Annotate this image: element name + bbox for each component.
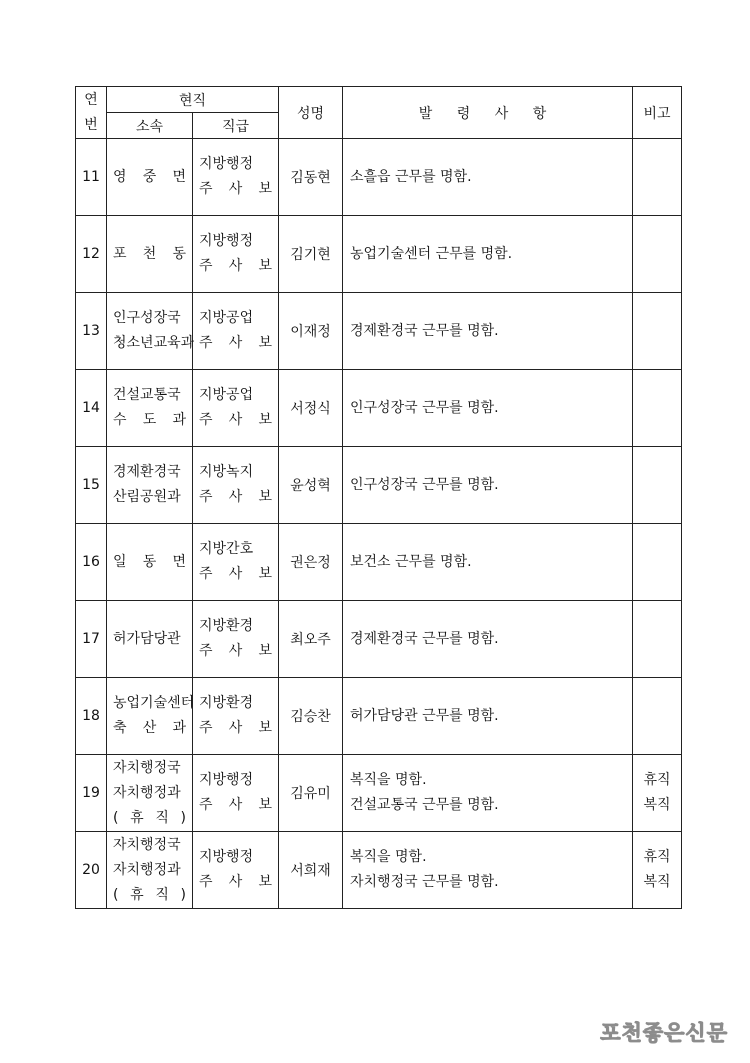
dept-line: 자치행정국 bbox=[113, 836, 181, 853]
dept-line: 수 도 과 bbox=[113, 412, 186, 428]
employee-name: 서희재 bbox=[279, 832, 343, 909]
dept-cell bbox=[107, 370, 193, 447]
col-header-current: 현직 bbox=[107, 87, 279, 113]
order-cell bbox=[343, 139, 633, 216]
rank-line: 지방녹지 bbox=[199, 464, 254, 480]
rank-cell bbox=[193, 755, 279, 832]
watermark-logo: 포천좋은신문 bbox=[600, 1021, 728, 1045]
dept-cell bbox=[107, 755, 193, 832]
employee-name: 김유미 bbox=[279, 755, 343, 832]
employee-name: 김승찬 bbox=[279, 678, 343, 755]
table-row bbox=[76, 216, 682, 293]
note-line: 휴직 bbox=[643, 849, 671, 865]
employee-name: 이재정 bbox=[279, 293, 343, 370]
employee-name: 최오주 bbox=[279, 601, 343, 678]
rank-line: 지방환경 bbox=[199, 618, 254, 634]
rank-cell bbox=[193, 832, 279, 909]
rank-line: 지방행정 bbox=[199, 156, 254, 172]
table-row bbox=[76, 678, 682, 755]
order-cell bbox=[343, 755, 633, 832]
employee-name: 서정식 bbox=[279, 370, 343, 447]
order-line: 자치행정국 근무를 명함. bbox=[350, 874, 499, 890]
rank-line: 지방공업 bbox=[199, 387, 254, 403]
dept-cell bbox=[107, 293, 193, 370]
note-cell bbox=[633, 755, 682, 832]
dept-line: 자치행정과 bbox=[113, 861, 181, 878]
rank-cell bbox=[193, 601, 279, 678]
rank-line: 주 사 보 bbox=[199, 335, 272, 351]
rank-line: 지방환경 bbox=[199, 695, 254, 711]
dept-line: 포 천 동 bbox=[113, 245, 186, 262]
dept-cell bbox=[107, 139, 193, 216]
col-header-rank: 직급 bbox=[193, 113, 279, 139]
col-header-number-top: 연 bbox=[84, 91, 98, 108]
dept-line: 축 산 과 bbox=[113, 720, 186, 736]
order-line: 복직을 명함. bbox=[350, 772, 427, 788]
order-line: 경제환경국 근무를 명함. bbox=[350, 630, 499, 647]
table-row bbox=[76, 293, 682, 370]
table-body bbox=[76, 139, 682, 909]
order-line: 농업기술센터 근무를 명함. bbox=[350, 245, 513, 262]
order-line: 인구성장국 근무를 명함. bbox=[350, 399, 499, 416]
order-cell bbox=[343, 293, 633, 370]
order-cell bbox=[343, 370, 633, 447]
rank-cell bbox=[193, 139, 279, 216]
rank-line: 주 사 보 bbox=[199, 489, 272, 505]
row-number: 12 bbox=[76, 216, 107, 293]
dept-cell bbox=[107, 447, 193, 524]
employee-name: 권은정 bbox=[279, 524, 343, 601]
rank-line: 지방간호 bbox=[199, 541, 254, 557]
note-cell bbox=[633, 293, 682, 370]
order-cell bbox=[343, 832, 633, 909]
col-header-order-text: 발 령 사 항 bbox=[418, 105, 557, 122]
rank-line: 지방행정 bbox=[199, 849, 254, 865]
note-cell bbox=[633, 370, 682, 447]
dept-cell bbox=[107, 524, 193, 601]
note-cell bbox=[633, 139, 682, 216]
rank-line: 주 사 보 bbox=[199, 720, 272, 736]
rank-line: 주 사 보 bbox=[199, 566, 272, 582]
rank-cell bbox=[193, 678, 279, 755]
rank-line: 주 사 보 bbox=[199, 412, 272, 428]
row-number: 13 bbox=[76, 293, 107, 370]
order-line: 허가담당관 근무를 명함. bbox=[350, 707, 499, 724]
rank-line: 지방행정 bbox=[199, 772, 254, 788]
order-cell bbox=[343, 678, 633, 755]
row-number: 17 bbox=[76, 601, 107, 678]
dept-line: 경제환경국 bbox=[113, 464, 181, 480]
dept-line: 산림공원과 bbox=[113, 489, 181, 505]
note-cell bbox=[633, 447, 682, 524]
order-cell bbox=[343, 524, 633, 601]
row-number: 20 bbox=[76, 832, 107, 909]
rank-cell bbox=[193, 447, 279, 524]
col-header-order bbox=[343, 87, 633, 139]
order-line: 복직을 명함. bbox=[350, 849, 427, 865]
personnel-order-table bbox=[75, 86, 682, 909]
row-number: 14 bbox=[76, 370, 107, 447]
order-line: 보건소 근무를 명함. bbox=[350, 553, 472, 570]
dept-cell bbox=[107, 678, 193, 755]
employee-name: 김동현 bbox=[279, 139, 343, 216]
note-line: 복직 bbox=[643, 797, 671, 813]
col-header-number bbox=[76, 87, 107, 139]
note-cell bbox=[633, 678, 682, 755]
employee-name: 윤성혁 bbox=[279, 447, 343, 524]
row-number: 11 bbox=[76, 139, 107, 216]
order-line: 경제환경국 근무를 명함. bbox=[350, 322, 499, 339]
dept-line: ( 휴 직 ) bbox=[113, 809, 186, 826]
dept-line: 건설교통국 bbox=[113, 387, 181, 403]
table-row bbox=[76, 447, 682, 524]
note-cell bbox=[633, 524, 682, 601]
dept-line: 일 동 면 bbox=[113, 553, 186, 570]
employee-name: 김기현 bbox=[279, 216, 343, 293]
order-line: 건설교통국 근무를 명함. bbox=[350, 797, 499, 813]
dept-line: 자치행정국 bbox=[113, 759, 181, 776]
note-line: 복직 bbox=[643, 874, 671, 890]
dept-line: 인구성장국 bbox=[113, 310, 181, 326]
col-header-number-bottom: 번 bbox=[84, 116, 98, 133]
table-row bbox=[76, 370, 682, 447]
col-header-dept: 소속 bbox=[107, 113, 193, 139]
dept-cell bbox=[107, 216, 193, 293]
table-row bbox=[76, 601, 682, 678]
rank-cell bbox=[193, 293, 279, 370]
dept-line: ( 휴 직 ) bbox=[113, 886, 186, 903]
order-cell bbox=[343, 601, 633, 678]
rank-cell bbox=[193, 370, 279, 447]
dept-cell bbox=[107, 832, 193, 909]
dept-line: 영 중 면 bbox=[113, 168, 186, 185]
dept-line: 허가담당관 bbox=[113, 630, 181, 647]
rank-line: 지방공업 bbox=[199, 310, 254, 326]
note-line: 휴직 bbox=[643, 772, 671, 788]
order-cell bbox=[343, 216, 633, 293]
order-line: 소흘읍 근무를 명함. bbox=[350, 168, 472, 185]
row-number: 16 bbox=[76, 524, 107, 601]
dept-cell bbox=[107, 601, 193, 678]
rank-line: 주 사 보 bbox=[199, 874, 272, 890]
row-number: 18 bbox=[76, 678, 107, 755]
rank-line: 주 사 보 bbox=[199, 181, 272, 197]
rank-cell bbox=[193, 524, 279, 601]
rank-line: 주 사 보 bbox=[199, 797, 272, 813]
note-cell bbox=[633, 601, 682, 678]
dept-line: 청소년교육과 bbox=[113, 335, 195, 351]
note-cell bbox=[633, 216, 682, 293]
table-row bbox=[76, 755, 682, 832]
row-number: 15 bbox=[76, 447, 107, 524]
col-header-name: 성명 bbox=[279, 87, 343, 139]
row-number: 19 bbox=[76, 755, 107, 832]
rank-line: 지방행정 bbox=[199, 233, 254, 249]
table-row bbox=[76, 524, 682, 601]
order-cell bbox=[343, 447, 633, 524]
rank-line: 주 사 보 bbox=[199, 258, 272, 274]
order-line: 인구성장국 근무를 명함. bbox=[350, 476, 499, 493]
table-row bbox=[76, 832, 682, 909]
dept-line: 농업기술센터 bbox=[113, 695, 195, 711]
table-row bbox=[76, 139, 682, 216]
rank-line: 주 사 보 bbox=[199, 643, 272, 659]
note-cell bbox=[633, 832, 682, 909]
rank-cell bbox=[193, 216, 279, 293]
dept-line: 자치행정과 bbox=[113, 784, 181, 801]
col-header-note: 비고 bbox=[633, 87, 682, 139]
